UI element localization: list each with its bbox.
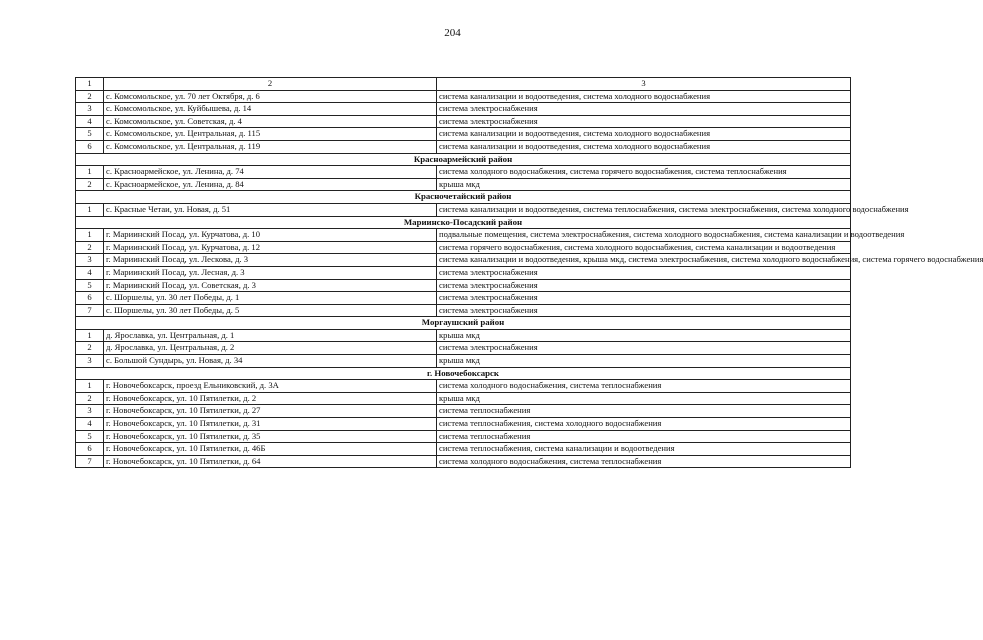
row-number: 7 bbox=[76, 304, 104, 317]
row-number: 4 bbox=[76, 418, 104, 431]
district-heading: Красночетайский район bbox=[76, 191, 851, 204]
row-number: 2 bbox=[76, 392, 104, 405]
table-row bbox=[76, 430, 851, 443]
row-number: 5 bbox=[76, 279, 104, 292]
row-systems: крыша мкд bbox=[437, 355, 851, 368]
table-row bbox=[76, 418, 851, 431]
district-heading: Моргаушский район bbox=[76, 317, 851, 330]
row-address: г. Новочебоксарск, ул. 10 Пятилетки, д. 31 bbox=[104, 418, 437, 431]
row-number: 3 bbox=[76, 103, 104, 116]
row-systems: система электроснабжения bbox=[437, 342, 851, 355]
header-col-systems: 3 bbox=[437, 78, 851, 91]
row-address: с. Красноармейское, ул. Ленина, д. 74 bbox=[104, 166, 437, 179]
row-number: 2 bbox=[76, 342, 104, 355]
row-systems: подвальные помещения, система электроснабжения, система холодного водоснабжения, система канализации и водоотведения bbox=[437, 229, 851, 242]
row-number: 3 bbox=[76, 405, 104, 418]
row-address: г. Новочебоксарск, ул. 10 Пятилетки, д. 2 bbox=[104, 392, 437, 405]
row-systems: крыша мкд bbox=[437, 392, 851, 405]
row-systems: система теплоснабжения bbox=[437, 430, 851, 443]
row-number: 4 bbox=[76, 115, 104, 128]
row-address: г. Новочебоксарск, ул. 10 Пятилетки, д. 46Б bbox=[104, 443, 437, 456]
row-systems: система электроснабжения bbox=[437, 279, 851, 292]
row-address: г. Мариинский Посад, ул. Курчатова, д. 12 bbox=[104, 241, 437, 254]
row-address: г. Новочебоксарск, ул. 10 Пятилетки, д. 64 bbox=[104, 455, 437, 468]
row-systems: система холодного водоснабжения, система теплоснабжения bbox=[437, 455, 851, 468]
table-row bbox=[76, 342, 851, 355]
row-address: д. Ярославка, ул. Центральная, д. 1 bbox=[104, 329, 437, 342]
table-row bbox=[76, 355, 851, 368]
row-number: 1 bbox=[76, 380, 104, 393]
table-row bbox=[76, 166, 851, 179]
row-address: с. Большой Сундырь, ул. Новая, д. 34 bbox=[104, 355, 437, 368]
row-number: 6 bbox=[76, 140, 104, 153]
row-systems: система холодного водоснабжения, система горячего водоснабжения, система теплоснабжения bbox=[437, 166, 851, 179]
page-number: 204 bbox=[444, 27, 461, 39]
row-address: г. Мариинский Посад, ул. Лесная, д. 3 bbox=[104, 266, 437, 279]
district-heading-row bbox=[76, 153, 851, 166]
table-row bbox=[76, 128, 851, 141]
row-number: 7 bbox=[76, 455, 104, 468]
row-number: 3 bbox=[76, 355, 104, 368]
row-number: 1 bbox=[76, 166, 104, 179]
district-heading: Мариинско-Посадский район bbox=[76, 216, 851, 229]
row-systems: система электроснабжения bbox=[437, 292, 851, 305]
row-address: д. Ярославка, ул. Центральная, д. 2 bbox=[104, 342, 437, 355]
row-systems: система канализации и водоотведения, система теплоснабжения, система электроснабжения, система холодного водоснабжения bbox=[437, 203, 851, 216]
table-row bbox=[76, 292, 851, 305]
district-heading-row bbox=[76, 191, 851, 204]
row-address: г. Новочебоксарск, ул. 10 Пятилетки, д. 35 bbox=[104, 430, 437, 443]
table-row bbox=[76, 279, 851, 292]
row-systems: крыша мкд bbox=[437, 178, 851, 191]
table-row bbox=[76, 443, 851, 456]
header-col-address: 2 bbox=[104, 78, 437, 91]
table-row bbox=[76, 304, 851, 317]
row-address: с. Комсомольское, ул. 70 лет Октября, д. 6 bbox=[104, 90, 437, 103]
table-row bbox=[76, 178, 851, 191]
row-systems: система теплоснабжения, система канализации и водоотведения bbox=[437, 443, 851, 456]
registry-table-body bbox=[76, 78, 983, 468]
row-number: 6 bbox=[76, 443, 104, 456]
row-systems: крыша мкд bbox=[437, 329, 851, 342]
row-address: с. Шоршелы, ул. 30 лет Победы, д. 1 bbox=[104, 292, 437, 305]
row-systems: система горячего водоснабжения, система холодного водоснабжения, система канализации и водоотведения bbox=[437, 241, 851, 254]
row-address: с. Комсомольское, ул. Куйбышева, д. 14 bbox=[104, 103, 437, 116]
row-number: 1 bbox=[76, 329, 104, 342]
row-address: с. Комсомольское, ул. Центральная, д. 115 bbox=[104, 128, 437, 141]
district-heading: Красноармейский район bbox=[76, 153, 851, 166]
row-address: с. Шоршелы, ул. 30 лет Победы, д. 5 bbox=[104, 304, 437, 317]
table-row bbox=[76, 380, 851, 393]
district-heading-row bbox=[76, 367, 851, 380]
district-heading-row bbox=[76, 317, 851, 330]
row-systems: система теплоснабжения, система холодного водоснабжения bbox=[437, 418, 851, 431]
row-number: 5 bbox=[76, 128, 104, 141]
district-heading-row bbox=[76, 216, 851, 229]
row-number: 6 bbox=[76, 292, 104, 305]
row-systems: система электроснабжения bbox=[437, 304, 851, 317]
row-number: 2 bbox=[76, 90, 104, 103]
registry-table bbox=[75, 77, 983, 468]
row-address: г. Мариинский Посад, ул. Советская, д. 3 bbox=[104, 279, 437, 292]
table-row bbox=[76, 266, 851, 279]
table-header-row bbox=[76, 78, 851, 91]
table-row bbox=[76, 203, 851, 216]
row-address: г. Мариинский Посад, ул. Лескова, д. 3 bbox=[104, 254, 437, 267]
row-systems: система электроснабжения bbox=[437, 103, 851, 116]
row-number: 3 bbox=[76, 254, 104, 267]
table-row bbox=[76, 140, 851, 153]
row-systems: система электроснабжения bbox=[437, 266, 851, 279]
table-row bbox=[76, 329, 851, 342]
row-systems: система теплоснабжения bbox=[437, 405, 851, 418]
row-address: с. Красные Четаи, ул. Новая, д. 51 bbox=[104, 203, 437, 216]
district-heading: г. Новочебоксарск bbox=[76, 367, 851, 380]
table-row bbox=[76, 455, 851, 468]
row-number: 1 bbox=[76, 229, 104, 242]
row-systems: система канализации и водоотведения, система холодного водоснабжения bbox=[437, 128, 851, 141]
row-systems: система канализации и водоотведения, система холодного водоснабжения bbox=[437, 140, 851, 153]
table-row bbox=[76, 405, 851, 418]
row-systems: система холодного водоснабжения, система теплоснабжения bbox=[437, 380, 851, 393]
row-address: г. Мариинский Посад, ул. Курчатова, д. 10 bbox=[104, 229, 437, 242]
table-row bbox=[76, 229, 851, 242]
table-row bbox=[76, 254, 851, 267]
table-row bbox=[76, 115, 851, 128]
table-row bbox=[76, 392, 851, 405]
row-address: г. Новочебоксарск, ул. 10 Пятилетки, д. 27 bbox=[104, 405, 437, 418]
header-col-number: 1 bbox=[76, 78, 104, 91]
row-systems: система канализации и водоотведения, крыша мкд, система электроснабжения, система холодного водоснабжения, система горячего водоснабжения bbox=[437, 254, 851, 267]
row-number: 5 bbox=[76, 430, 104, 443]
row-address: с. Комсомольское, ул. Советская, д. 4 bbox=[104, 115, 437, 128]
table-row bbox=[76, 103, 851, 116]
row-systems: система электроснабжения bbox=[437, 115, 851, 128]
row-systems: система канализации и водоотведения, система холодного водоснабжения bbox=[437, 90, 851, 103]
row-number: 4 bbox=[76, 266, 104, 279]
row-number: 2 bbox=[76, 241, 104, 254]
row-number: 1 bbox=[76, 203, 104, 216]
table-row bbox=[76, 241, 851, 254]
table-row bbox=[76, 90, 851, 103]
row-number: 2 bbox=[76, 178, 104, 191]
row-address: г. Новочебоксарск, проезд Ельниковский, д. 3А bbox=[104, 380, 437, 393]
row-address: с. Красноармейское, ул. Ленина, д. 84 bbox=[104, 178, 437, 191]
row-address: с. Комсомольское, ул. Центральная, д. 119 bbox=[104, 140, 437, 153]
